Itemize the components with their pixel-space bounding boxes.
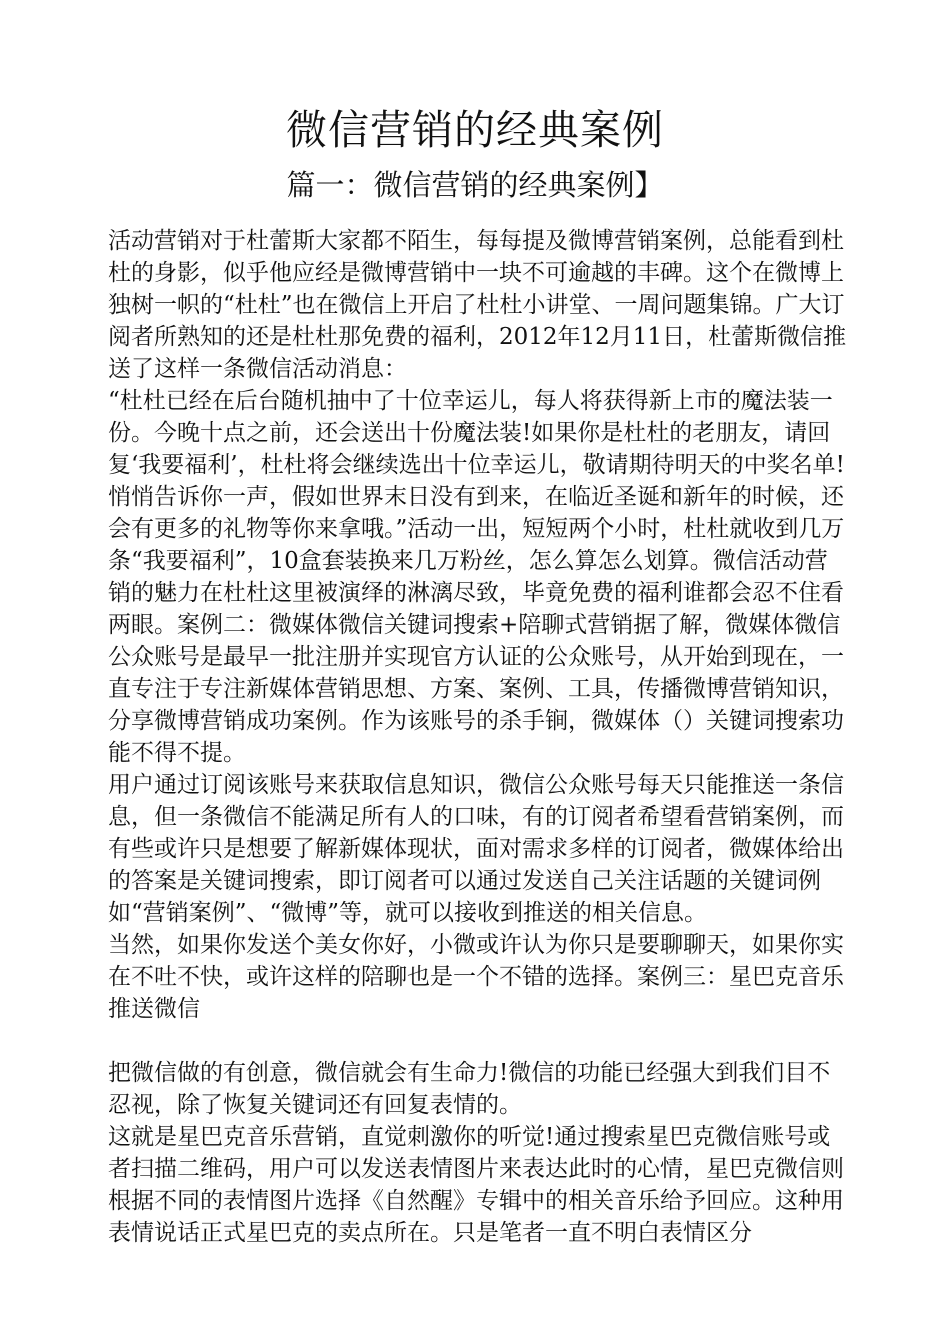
paragraph: 当然，如果你发送个美女你好，小微或许认为你只是要聊聊天，如果你实在不吐不快，或许这样的陪聊也是一个不错的选择。案例三：星巴克音乐推送微信 bbox=[108, 932, 844, 1022]
document-title: 微信营销的经典案例 bbox=[286, 106, 664, 154]
document-body bbox=[108, 225, 848, 1249]
paragraph: “杜杜已经在后台随机抽中了十位幸运儿，每人将获得新上市的魔法装一份。今晚十点之前，还会送出十份魔法装!如果你是杜杜的老朋友，请回复‘我要福利’，杜杜将会继续选出十位幸运儿，敬请期待明天的中奖名单!悄悄告诉你一声，假如世界末日没有到来，在临近圣诞和新年的时候，还会有更多的礼物等你来拿哦。”活动一出，短短两个小时，杜杜就收到几万条“我要福利”，10盒套装换来几万粉丝，怎么算怎么划算。微信活动营销的魅力在杜杜这里被演绎的淋漓尽致，毕竟免费的福利谁都会忍不住看两眼。案例二：微媒体微信关键词搜索+陪聊式营销据了解，微媒体微信公众账号是最早一批注册并实现官方认证的公众账号，从开始到现在，一直专注于专注新媒体营销思想、方案、案例、工具，传播微博营销知识，分享微博营销成功案例。作为该账号的杀手锏，微媒体（）关键词搜索功能不得不提。 bbox=[108, 388, 845, 766]
paragraph: 活动营销对于杜蕾斯大家都不陌生，每每提及微博营销案例，总能看到杜杜的身影，似乎他应经是微博营销中一块不可逾越的丰碑。这个在微博上独树一帜的“杜杜”也在微信上开启了杜杜小讲堂、一周问题集锦。广大订阅者所熟知的还是杜杜那免费的福利，2012年12月11日，杜蕾斯微信推送了这样一条微信活动消息： bbox=[108, 228, 847, 382]
document-subtitle: 篇一：微信营销的经典案例】 bbox=[286, 168, 664, 202]
paragraph: 用户通过订阅该账号来获取信息知识，微信公众账号每天只能推送一条信息，但一条微信不能满足所有人的口味，有的订阅者希望看营销案例，而有些或许只是想要了解新媒体现状，面对需求多样的订阅者，微媒体给出的答案是关键词搜索，即订阅者可以通过发送自己关注话题的关键词例如“营销案例”、“微博”等，就可以接收到推送的相关信息。 bbox=[108, 772, 844, 926]
paragraph: 把微信做的有创意，微信就会有生命力!微信的功能已经强大到我们目不忍视，除了恢复关键词还有回复表情的。 bbox=[108, 1060, 831, 1118]
paragraph: 这就是星巴克音乐营销，直觉刺激你的听觉!通过搜索星巴克微信账号或者扫描二维码，用户可以发送表情图片来表达此时的心情，星巴克微信则根据不同的表情图片选择《自然醒》专辑中的相关音乐给予回应。这种用表情说话正式星巴克的卖点所在。只是笔者一直不明白表情区分 bbox=[108, 1124, 844, 1246]
